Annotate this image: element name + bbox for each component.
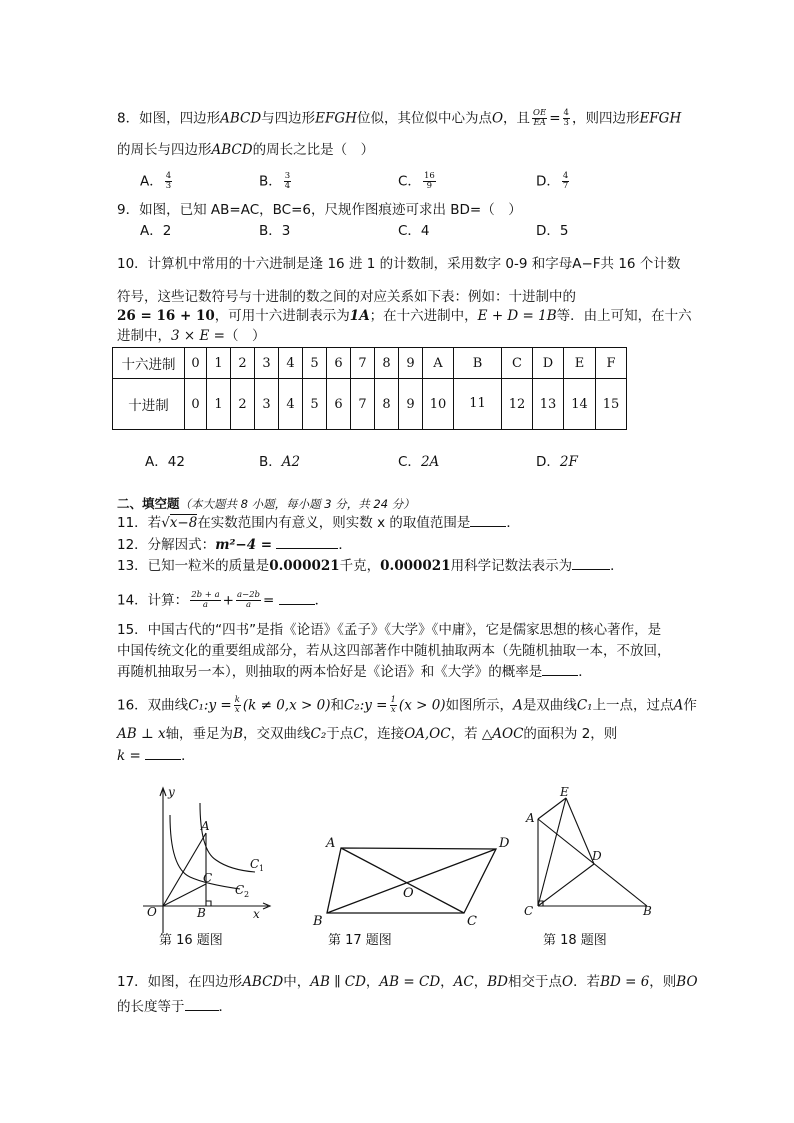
denominator: x <box>234 705 240 715</box>
label-c: C <box>524 904 534 918</box>
text: 是双曲线 <box>522 697 577 714</box>
math: AB ⊥ x <box>117 726 166 742</box>
option-label: D． <box>536 173 560 190</box>
text: 如图，四边形 <box>139 110 221 127</box>
option-label: C． <box>398 173 421 190</box>
label-c2-sub: 2 <box>244 890 250 899</box>
text: 的长度等于 <box>117 999 185 1015</box>
table-cell: 6 <box>327 348 351 379</box>
denominator: 7 <box>562 181 569 191</box>
table-cell: 2 <box>231 348 255 379</box>
label-b: B <box>313 914 323 929</box>
math: C₁ <box>576 697 593 714</box>
text: ． <box>181 748 195 764</box>
numerator: 1 <box>390 695 396 705</box>
text: 的周长之比是（ ） <box>252 142 375 158</box>
figure-17 <box>327 848 496 913</box>
text: 位似，其位似中心为点 <box>356 110 492 127</box>
table-cell: F <box>596 348 627 379</box>
text: ， <box>440 974 454 990</box>
math: BO <box>676 974 698 990</box>
row-header: 十六进制 <box>113 348 185 379</box>
text: 如图所示， <box>445 697 514 714</box>
text: 的周长与四边形 <box>117 142 212 158</box>
math: C₂:y = <box>343 697 388 714</box>
text: ，交双曲线 <box>242 726 311 742</box>
table-cell: E <box>564 348 596 379</box>
math: A <box>513 697 523 714</box>
math: △AOC <box>481 726 524 742</box>
table-cell: 8 <box>375 348 399 379</box>
table-cell: 10 <box>423 379 454 430</box>
numerator: 16 <box>423 171 435 181</box>
table-cell: 9 <box>399 348 423 379</box>
option-value: 2A <box>420 454 440 470</box>
text: 用科学记数法表示为 <box>450 558 573 574</box>
numerator: a−2b <box>236 590 260 600</box>
option-value: A2 <box>281 454 301 470</box>
label-b: B <box>197 906 206 920</box>
denominator: EA <box>533 118 546 128</box>
label-o: O <box>147 905 157 919</box>
question-text: 如图，已知 AB=AC，BC=6，尺规作图痕迹可求出 BD=（ ） <box>139 202 522 218</box>
sqrt-expression: x−8 <box>169 515 198 531</box>
question-11: 11．若√x−8在实数范围内有意义，则实数 x 的取值范围是 ． <box>117 515 520 531</box>
table-cell: 4 <box>279 379 303 430</box>
text: 17．如图，在四边形 <box>117 974 243 990</box>
figure-18-labels <box>524 785 652 918</box>
math: k = <box>117 748 141 764</box>
curve-c1 <box>200 803 255 872</box>
number: 0.000021 <box>269 558 340 574</box>
math: BD <box>487 974 508 990</box>
text: ． <box>610 558 624 574</box>
text: ；在十六进制中， <box>369 308 478 324</box>
segment-ec <box>538 798 566 906</box>
text: 等．由上可知，在十六 <box>556 308 692 324</box>
label-a: A <box>326 836 336 851</box>
text: ． <box>506 515 520 531</box>
denominator: a <box>245 600 252 610</box>
table-cell: 12 <box>502 379 533 430</box>
question-17-line-2 <box>117 998 232 1016</box>
math: = <box>263 592 275 609</box>
label-a: A <box>526 811 535 825</box>
numerator: 4 <box>563 108 569 118</box>
text: 11．若 <box>117 515 162 531</box>
label-c: C <box>203 871 213 885</box>
math: O <box>491 110 504 127</box>
option-value: 42 <box>167 454 185 470</box>
text: 再随机抽取另一本），则抽取的两本恰好是《论语》和《大学》的概率是 <box>117 664 543 680</box>
label-c1: C <box>250 857 260 871</box>
text: 13．已知一粒米的质量是 <box>117 558 270 574</box>
row-header: 十进制 <box>113 379 185 430</box>
question-15-line-2: 中国传统文化的重要组成部分，若从这四部著作中随机抽取两本（先随机抽取一本，不放回， <box>117 643 671 659</box>
numerator: OE <box>533 108 547 118</box>
math: (k ≠ 0,x > 0) <box>242 697 331 714</box>
label-c1-sub: 1 <box>259 864 265 873</box>
math: O <box>561 974 574 990</box>
math: EFGH <box>315 110 357 127</box>
option-c[interactable]: C．4 <box>398 223 430 239</box>
text: 与四边形 <box>261 110 316 127</box>
option-a[interactable]: A．2 <box>140 223 172 239</box>
figure-17-labels <box>312 836 510 929</box>
question-10-line-2: 符号，这些记数符号与十进制的数之间的对应关系如下表：例如：十进制中的 <box>117 289 576 305</box>
table-cell: 13 <box>533 379 564 430</box>
text: ． <box>314 592 329 609</box>
denominator: 3 <box>563 118 569 128</box>
numerator: 3 <box>284 171 291 181</box>
question-15-line-1: 15．中国古代的“四书”是指《论语》《孟子》《大学》《中庸》，它是儒家思想的核心著作，是 <box>117 622 662 638</box>
text: ，则 <box>649 974 677 990</box>
math: AB ∥ CD <box>310 974 366 990</box>
table-cell: 1 <box>207 348 231 379</box>
table-cell: 9 <box>399 379 423 430</box>
math: AB = CD <box>379 974 441 990</box>
text: 相交于点 <box>507 974 562 990</box>
table-cell: 6 <box>327 379 351 430</box>
label-d: D <box>592 849 602 863</box>
option-label: B． <box>259 454 282 470</box>
text: 14．计算： <box>117 592 189 609</box>
text: ． <box>218 999 232 1015</box>
section-note: （本大题共 8 小题，每小题 3 分，共 24 分） <box>179 497 415 511</box>
segment-ed <box>566 798 594 864</box>
table-cell: D <box>533 348 564 379</box>
label-d: D <box>499 836 510 851</box>
math: BD = 6 <box>600 974 650 990</box>
label-c2: C <box>235 883 245 897</box>
question-17-line-1 <box>117 973 698 991</box>
math: AC <box>453 974 474 990</box>
figure-17-caption: 第 17 题图 <box>328 933 392 948</box>
diagonal-ac <box>341 848 464 913</box>
segment-cd <box>538 864 594 906</box>
numerator: 4 <box>562 171 569 181</box>
math: 1A <box>349 308 370 324</box>
numerator: 2b + a <box>191 590 220 600</box>
table-cell: 3 <box>255 348 279 379</box>
math: E + D = 1B <box>477 308 557 324</box>
text: ，可用十六进制表示为 <box>214 308 350 324</box>
text: 12．分解因式： <box>117 537 216 553</box>
figure-18-caption: 第 18 题图 <box>543 933 607 948</box>
table-cell: 11 <box>454 379 502 430</box>
label-c: C <box>467 914 477 929</box>
option-b[interactable]: B．3 <box>259 223 291 239</box>
option-label: A． <box>140 173 163 190</box>
question-10-line-1: 10．计算机中常用的十六进制是逢 16 进 1 的计数制，采用数字 0-9 和字母A−F共 16 个计数 <box>117 256 681 272</box>
table-cell: 4 <box>279 348 303 379</box>
table-cell: 14 <box>564 379 596 430</box>
table-cell: 3 <box>255 379 279 430</box>
text: ， <box>473 974 488 990</box>
table-cell: 7 <box>351 348 375 379</box>
text: 在实数范围内有意义，则实数 x 的取值范围是 <box>197 515 471 531</box>
label-o: O <box>403 886 414 901</box>
text: 作 <box>683 697 697 714</box>
math: ABCD <box>211 142 253 158</box>
label-e: E <box>560 785 569 799</box>
text: ，若 <box>450 726 482 742</box>
denominator: a <box>202 600 208 610</box>
table-cell: 8 <box>375 379 399 430</box>
text: 的面积为 2，则 <box>523 726 618 742</box>
table-cell: B <box>454 348 502 379</box>
math: 3 × E = <box>171 328 225 344</box>
math: = <box>549 110 561 127</box>
table-cell: C <box>502 348 533 379</box>
text: 和 <box>330 697 344 714</box>
question-number: 9． <box>117 202 140 218</box>
text: 进制中， <box>117 328 171 344</box>
number: 0.000021 <box>380 558 451 574</box>
table-cell: 0 <box>185 348 207 379</box>
figure-16-caption: 第 16 题图 <box>159 933 223 948</box>
label-b: B <box>643 904 652 918</box>
math: ABCD <box>220 110 262 127</box>
text: ．若 <box>573 974 601 990</box>
text: ， <box>365 974 380 990</box>
right-angle-mark <box>206 901 211 906</box>
numerator: 4 <box>165 171 172 181</box>
math: C₁:y = <box>188 697 232 714</box>
table-cell: 7 <box>351 379 375 430</box>
text: 上一点，过点 <box>592 697 674 714</box>
math: ABCD <box>242 974 284 990</box>
option-label: B． <box>259 173 282 190</box>
table-cell: 15 <box>596 379 627 430</box>
option-d[interactable]: D．5 <box>536 223 569 239</box>
section-title: 二、填空题 <box>117 496 180 511</box>
math: m²−4 = <box>215 537 273 553</box>
math: 26 = 16 + 10 <box>117 308 215 324</box>
text: 轴，垂足为 <box>165 726 234 742</box>
text: ，则四边形 <box>571 110 640 127</box>
math: C <box>353 726 364 742</box>
math: + <box>222 592 234 609</box>
label-x: x <box>253 907 260 921</box>
denominator: x <box>390 705 396 715</box>
table-cell: 0 <box>185 379 207 430</box>
denominator: 3 <box>165 181 172 191</box>
math: OA,OC <box>404 726 451 742</box>
table-cell: 5 <box>303 379 327 430</box>
diagonal-bd <box>327 849 496 913</box>
label-y: y <box>168 785 175 799</box>
text: （ ） <box>224 328 266 344</box>
question-number: 8． <box>117 110 140 127</box>
text: ，且 <box>503 110 531 127</box>
math: C₂ <box>310 726 327 742</box>
text: 于点 <box>326 726 354 742</box>
text: ． <box>578 664 592 680</box>
table-cell: 5 <box>303 348 327 379</box>
denominator: 9 <box>426 181 433 191</box>
label-a: A <box>201 819 210 833</box>
math: (x > 0) <box>398 697 446 714</box>
table-cell: 1 <box>207 379 231 430</box>
text: 中， <box>283 974 311 990</box>
denominator: 4 <box>284 181 291 191</box>
text: 16．双曲线 <box>117 697 189 714</box>
answer-blank[interactable] <box>185 998 219 1011</box>
option-label: C． <box>398 454 421 470</box>
text: 千克， <box>339 558 381 574</box>
text: ． <box>338 537 352 553</box>
table-cell: 2 <box>231 379 255 430</box>
option-label: D． <box>536 454 560 470</box>
option-label: A． <box>145 454 168 470</box>
table-cell: A <box>423 348 454 379</box>
option-value: 2F <box>559 454 578 470</box>
text: ，连接 <box>363 726 405 742</box>
numerator: k <box>234 695 240 705</box>
math: A <box>673 697 684 714</box>
math: EFGH <box>639 110 682 127</box>
math: B <box>233 726 243 742</box>
